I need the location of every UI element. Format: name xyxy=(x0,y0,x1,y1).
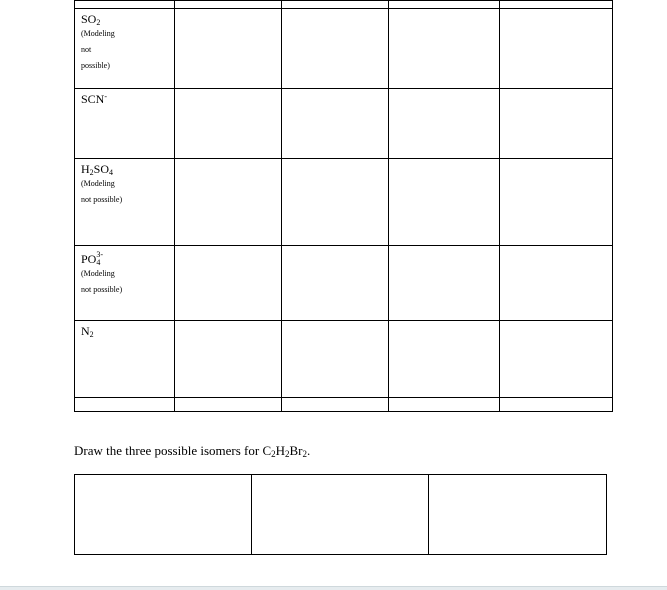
molecule-table xyxy=(74,0,613,412)
answer-cell[interactable] xyxy=(500,9,613,89)
isomer-drawing-box[interactable] xyxy=(75,475,252,555)
answer-cell[interactable] xyxy=(175,159,282,246)
molecule-cell-h2so4 xyxy=(75,159,175,246)
viewer-bottom-edge xyxy=(0,586,667,590)
answer-cell[interactable] xyxy=(389,321,500,398)
answer-cell[interactable] xyxy=(500,89,613,159)
table-row-bottom xyxy=(75,398,613,412)
note-line-1: (Modeling xyxy=(81,29,115,38)
formula-h2so4: $H_2SO_4$ xyxy=(81,162,114,177)
table-row-so2 xyxy=(75,9,613,89)
note-line-1: (Modeling xyxy=(81,179,115,188)
table-row-n2 xyxy=(75,321,613,398)
answer-cell[interactable] xyxy=(389,159,500,246)
answer-cell[interactable] xyxy=(175,246,282,321)
note-line-2: not xyxy=(81,45,92,54)
isomer-drawing-box[interactable] xyxy=(429,475,607,555)
answer-cell[interactable] xyxy=(175,321,282,398)
answer-cell[interactable] xyxy=(282,159,389,246)
isomer-instruction: Draw the three possible isomers for $C_2H_2Br_2$. xyxy=(74,443,311,459)
formula-so2: $SO_2$ xyxy=(81,12,101,27)
molecule-cell-n2 xyxy=(75,321,175,398)
table-row-scn xyxy=(75,89,613,159)
answer-cell[interactable] xyxy=(389,9,500,89)
note-line-3: possible) xyxy=(81,61,110,70)
answer-cell[interactable] xyxy=(500,159,613,246)
table-row-po4 xyxy=(75,246,613,321)
isomer-drawing-box[interactable] xyxy=(252,475,429,555)
answer-cell[interactable] xyxy=(282,9,389,89)
molecule-cell-scn xyxy=(75,89,175,159)
table-row-top xyxy=(75,1,613,9)
answer-cell[interactable] xyxy=(282,321,389,398)
answer-cell[interactable] xyxy=(500,321,613,398)
note-line-2: not possible) xyxy=(81,195,123,204)
answer-cell[interactable] xyxy=(175,89,282,159)
answer-cell[interactable] xyxy=(500,246,613,321)
formula-po4: $PO_4^{3-}$ xyxy=(81,250,104,267)
molecule-cell-so2 xyxy=(75,9,175,89)
molecule-cell-po4 xyxy=(75,246,175,321)
answer-cell[interactable] xyxy=(282,89,389,159)
answer-cell[interactable] xyxy=(389,89,500,159)
formula-n2: $N_2$ xyxy=(81,324,94,339)
note-line-1: (Modeling xyxy=(81,269,115,278)
answer-cell[interactable] xyxy=(175,9,282,89)
table-row-h2so4 xyxy=(75,159,613,246)
answer-cell[interactable] xyxy=(389,246,500,321)
formula-scn: SCN- xyxy=(81,92,108,106)
answer-cell[interactable] xyxy=(282,246,389,321)
isomer-table xyxy=(74,474,607,555)
isomer-row xyxy=(75,475,607,555)
note-line-2: not possible) xyxy=(81,285,123,294)
